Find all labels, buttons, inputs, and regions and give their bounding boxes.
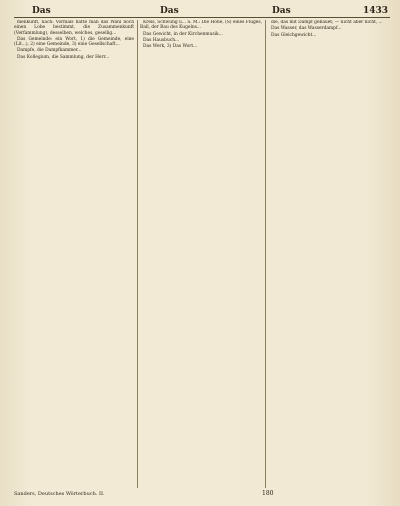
dictionary-entry: Das Gewicht, in der Kirchenmusik...: [143, 31, 223, 37]
header-right-word: Das: [272, 6, 291, 16]
header-left-word: Das: [32, 6, 51, 16]
dictionary-entry: menkunft, nach: Vormals hatte man das Wahl noch einen Lobe bestimmt, die Zusammenkunft (Verfammlung), desselben, welches, gesellig...: [14, 20, 134, 36]
page-footer: [14, 490, 390, 502]
text-columns: [14, 20, 390, 488]
column-divider: [137, 20, 138, 488]
dictionary-entry: Das Gleichgewicht...: [271, 32, 317, 38]
dictionary-entry: Das Wasser, das Wasserdampf...: [271, 26, 342, 32]
dictionary-entry: die, das mit Dampf gebauet; — nicht aber nicht, ...: [271, 20, 383, 25]
header-rule: [14, 17, 390, 18]
footer-imprint: Sanders, Deutsches Wörterbuch. II.: [14, 491, 105, 497]
column-middle: [140, 20, 262, 488]
dictionary-entry: Das Werk, 3) Das Wort...: [143, 44, 198, 50]
column-left: [14, 20, 134, 488]
column-right: [268, 20, 390, 488]
dictionary-entry: Kreis, Schwung u... S. M.: Die Hohe, (S) eines Fluges, Ball, der Bau des Kugelns...: [140, 20, 262, 31]
header-center-word: Das: [160, 6, 179, 16]
sheet-signature: 180: [262, 490, 274, 497]
dictionary-entry: Das Gemeinde: ein Wort, 1) die Gemeinde, eine (Lit...), 2) eine Gemeinde, 3) eine Gesellschaft...: [14, 36, 134, 48]
column-divider: [265, 20, 266, 488]
page-number: 1433: [362, 6, 388, 16]
dictionary-entry: Das Kollegium, die Sammlung, der Herr...: [17, 54, 110, 60]
dictionary-entry: Dampfe, die Dampfkammer...: [17, 48, 82, 54]
dictionary-entry: Das Hausbuch...: [143, 37, 180, 43]
